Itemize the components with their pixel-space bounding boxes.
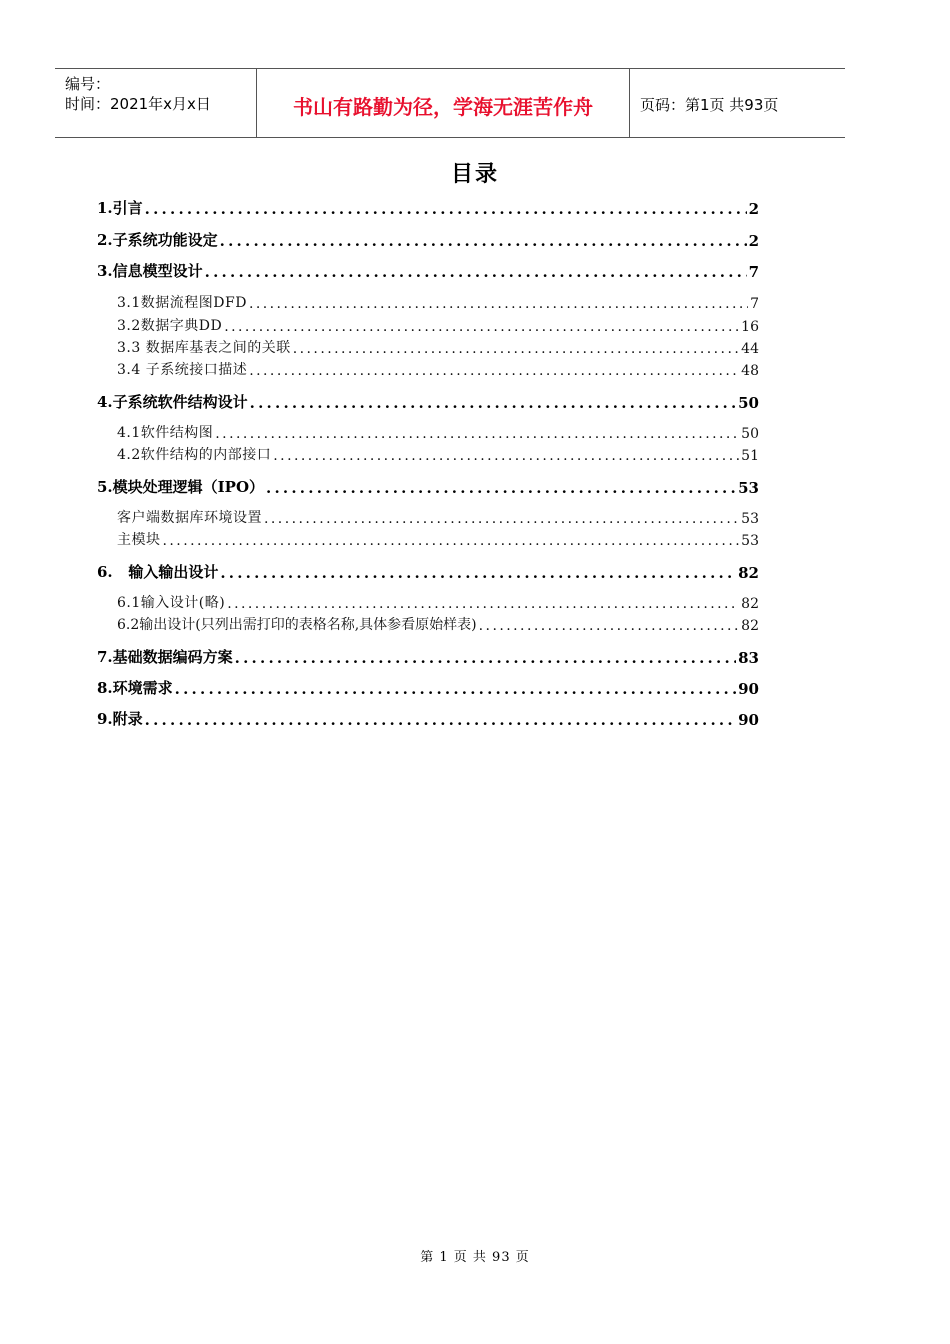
toc-entry[interactable] <box>97 390 759 412</box>
toc-entry-label: 7.基础数据编码方案 <box>97 648 233 666</box>
toc-entry-page: 7 <box>750 296 759 312</box>
motto-text: 书山有路勤为径，学海无涯苦作舟 <box>293 94 593 119</box>
toc-entry-label: 客户端数据库环境设置 <box>117 510 262 526</box>
toc-entry[interactable] <box>97 707 759 729</box>
toc-entry-page: 82 <box>741 618 759 634</box>
toc-entry-label: 6. 输入输出设计 <box>97 563 219 581</box>
toc-entry-page: 7 <box>748 263 759 281</box>
toc-subentry[interactable] <box>97 337 759 357</box>
toc-entry-page: 82 <box>738 564 759 582</box>
header-meta-cell <box>55 69 257 137</box>
header-motto-cell <box>257 69 630 137</box>
header-page-info: 页码：第1页 共93页 <box>640 95 779 114</box>
toc-entry[interactable] <box>97 259 759 281</box>
toc-subentry[interactable] <box>97 614 759 634</box>
page-header <box>55 68 845 138</box>
toc-entry-page: 83 <box>738 649 759 667</box>
toc-entry-label: 5.模块处理逻辑（IPO） <box>97 478 265 496</box>
toc-subentry[interactable] <box>97 529 759 549</box>
toc-entry-label: 2.子系统功能设定 <box>97 231 218 249</box>
toc-entry-page: 51 <box>741 448 759 464</box>
toc-subentry[interactable] <box>97 507 759 527</box>
toc-entry-label: 4.1软件结构图 <box>117 425 214 441</box>
toc-subentry[interactable] <box>97 359 759 379</box>
toc-subentry[interactable] <box>97 292 759 312</box>
toc-entry-page: 44 <box>741 341 759 357</box>
toc-entry-page: 53 <box>741 533 759 549</box>
toc-entry-label: 1.引言 <box>97 199 143 217</box>
toc-entry-label: 3.信息模型设计 <box>97 262 203 280</box>
toc-entry-page: 50 <box>738 394 759 412</box>
toc-entry-label: 主模块 <box>117 532 161 548</box>
toc-entry-label: 6.2输出设计(只列出需打印的表格名称,具体参看原始样表) <box>117 617 477 633</box>
toc-entry-page: 53 <box>738 479 759 497</box>
header-page-cell <box>630 69 845 137</box>
toc-entry[interactable] <box>97 228 759 250</box>
toc-entry-page: 50 <box>741 426 759 442</box>
toc-entry[interactable] <box>97 560 759 582</box>
page-title: 目录 <box>450 162 499 187</box>
toc-subentry[interactable] <box>97 592 759 612</box>
toc-entry-page: 2 <box>748 200 759 218</box>
toc-entry-label: 3.3 数据库基表之间的关联 <box>117 340 291 356</box>
toc-subentry[interactable] <box>97 444 759 464</box>
toc-subentry[interactable] <box>97 422 759 442</box>
toc-entry-label: 4.子系统软件结构设计 <box>97 393 248 411</box>
toc-entry-page: 2 <box>748 232 759 250</box>
toc-entry-label: 8.环境需求 <box>97 679 173 697</box>
toc-entry-page: 90 <box>738 680 759 698</box>
toc-entry-page: 48 <box>741 363 759 379</box>
serial-number-label: 编号： <box>65 75 111 93</box>
time-label: 时间：2021年x月x日 <box>65 95 211 113</box>
toc-entry-label: 4.2软件结构的内部接口 <box>117 447 272 463</box>
toc-entry[interactable] <box>97 475 759 497</box>
page-footer: 第 1 页 共 93 页 <box>420 1250 530 1265</box>
toc-entry-label: 3.1数据流程图DFD <box>117 295 247 311</box>
toc-entry-label: 9.附录 <box>97 710 143 728</box>
toc-entry[interactable] <box>97 196 759 218</box>
toc-subentry[interactable] <box>97 315 759 335</box>
toc-entry-page: 53 <box>741 511 759 527</box>
toc-entry-page: 82 <box>741 596 759 612</box>
toc-entry-label: 6.1输入设计(略) <box>117 595 226 611</box>
toc-entry[interactable] <box>97 676 759 698</box>
toc-entry[interactable] <box>97 645 759 667</box>
toc-entry-page: 16 <box>741 319 759 335</box>
toc-entry-label: 3.4 子系统接口描述 <box>117 362 248 378</box>
toc-entry-page: 90 <box>738 711 759 729</box>
toc-entry-label: 3.2数据字典DD <box>117 318 223 334</box>
